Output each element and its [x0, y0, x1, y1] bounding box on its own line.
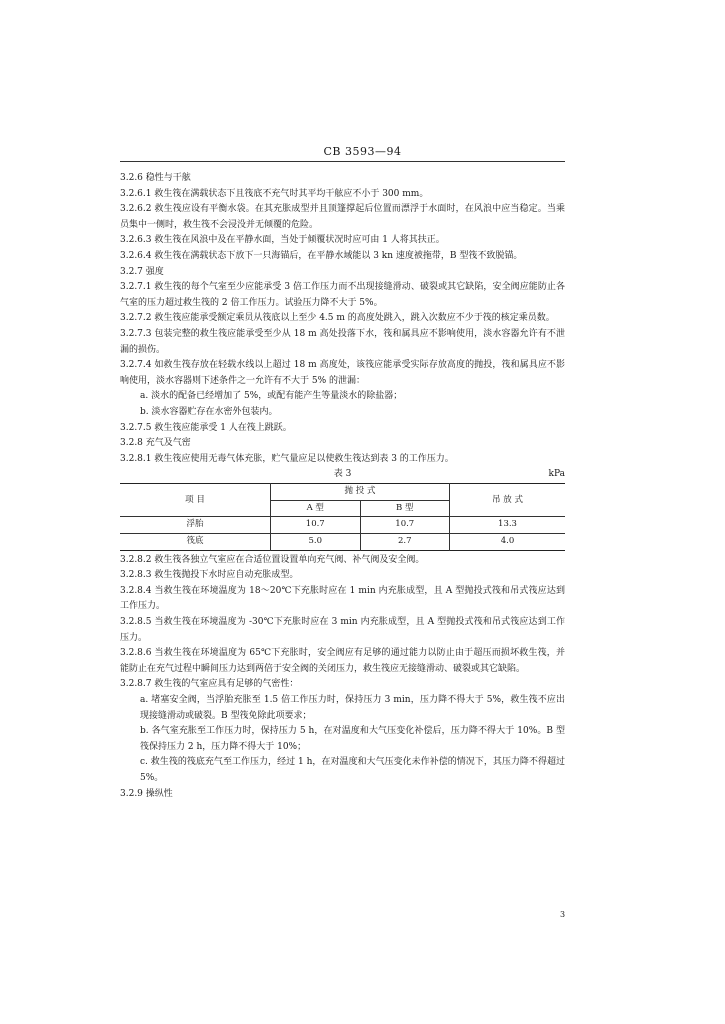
table-cell: 筏底 — [186, 536, 204, 547]
paragraph: 3.2.6.4 救生筏在满载状态下放下一只海锚后，在平静水域能以 3 kn 速度被拖带，B 型筏不致脱锚。 — [120, 250, 523, 261]
table-cell: 10.7 — [360, 517, 450, 534]
table-cell: 13.3 — [450, 517, 566, 534]
list-item: a. 淡水的配备已经增加了 5%，或配有能产生等量淡水的除盐器； — [140, 391, 403, 402]
table-header-item: 项 目 — [120, 484, 271, 517]
paragraph: 3.2.8.7 救生筏的气室应具有足够的气密性： — [120, 679, 299, 690]
page-number: 3 — [560, 910, 566, 919]
list-item: b. 各气室充胀至工作压力时，保持压力 5 h，在对温度和大气压变化补偿后，压力降不得大于 10%。B 型筏保持压力 2 h，压力降不得大于 10%； — [140, 726, 565, 752]
document-body — [120, 171, 565, 802]
list-item: b. 淡水容器贮存在水密外包装内。 — [140, 406, 278, 417]
table-cell: 5.0 — [271, 534, 361, 551]
paragraph: 3.2.8.2 救生筏各独立气室应在合适位置设置单向充气阀、补气阀及安全阀。 — [120, 554, 425, 565]
paragraph: 3.2.6.3 救生筏在风浪中及在平静水面，当处于倾覆状况时应可由 1 人将其扶正。 — [120, 235, 445, 246]
table-row — [120, 534, 565, 551]
table-cell: 2.7 — [360, 534, 450, 551]
paragraph: 3.2.6.2 救生筏应设有平衡水袋。在其充胀成型并且顶篷撑起后位置而漂浮于水面时，在风浪中应当稳定。当乘员集中一侧时，救生筏不会浸没并无倾覆的危险。 — [120, 204, 565, 230]
section-heading: 3.2.7 强度 — [120, 266, 164, 277]
table-cell: 浮胎 — [120, 517, 271, 534]
paragraph: 3.2.8.4 当救生筏在环境温度为 18～20℃下充胀时应在 1 min 内充胀成型，且 A 型抛投式筏和吊式筏应达到工作压力。 — [120, 585, 565, 612]
doc-code-header: CB 3593—94 — [323, 145, 402, 158]
table-caption: 表 3 — [333, 469, 352, 480]
section-heading: 3.2.9 操纵性 — [120, 788, 173, 799]
paragraph: 3.2.7.5 救生筏应能承受 1 人在筏上跳跃。 — [120, 422, 292, 433]
paragraph: 3.2.7.1 救生筏的每个气室至少应能承受 3 倍工作压力而不出现接缝滑动、破裂或其它缺陷，安全阀应能防止各气室的压力超过救生筏的 2 倍工作压力。试验压力降不大于 5%。 — [120, 282, 565, 308]
table-header-throw: 抛 投 式 — [271, 484, 450, 501]
table-cell: 10.7 — [271, 517, 361, 534]
list-item: c. 救生筏的筏底充气至工作压力，经过 1 h，在对温度和大气压变化未作补偿的情况下，其压力降不得超过 5%。 — [140, 757, 565, 783]
table-header-davit: 吊 放 式 — [450, 484, 566, 517]
table-cell: 4.0 — [450, 534, 566, 551]
paragraph: 3.2.8.1 救生筏应使用无毒气体充胀，贮气量应足以使救生筏达到表 3 的工作压力。 — [120, 453, 454, 464]
table-3 — [120, 483, 565, 550]
table-header-b: B 型 — [360, 500, 450, 517]
paragraph: 3.2.8.5 当救生筏在环境温度为 -30℃下充胀时应在 3 min 内充胀成型，且 A 型抛投式筏和吊式筏应达到工作压力。 — [120, 617, 565, 643]
list-item: a. 堵塞安全阀，当浮胎充胀至 1.5 倍工作压力时，保持压力 3 min，压力降不得大于 5%，救生筏不应出现接缝滑动或破裂。B 型筏免除此项要求； — [140, 695, 565, 721]
table-caption-row — [120, 467, 565, 483]
paragraph: 3.2.7.4 如救生筏存放在轻载水线以上超过 18 m 高度处，该筏应能承受实际存放高度的抛投，筏和属具应不影响使用，淡水容器则下述条件之一允许有不大于 5% 的泄漏： — [120, 360, 565, 386]
table-header-a: A 型 — [271, 500, 361, 517]
paragraph: 3.2.6.1 救生筏在满载状态下且筏底不充气时其平均干舷应不小于 300 mm。 — [120, 188, 429, 199]
paragraph: 3.2.7.3 包装完整的救生筏应能承受至少从 18 m 高处投落下水，筏和属具应不影响使用，淡水容器允许有不泄漏的损伤。 — [120, 328, 565, 355]
section-heading: 3.2.6 稳性与干舷 — [120, 173, 191, 183]
paragraph: 3.2.8.6 当救生筏在环境温度为 65℃下充胀时，安全阀应有足够的通过能力以防止由于超压而损坏救生筏，并能防止在充气过程中瞬间压力达到两倍于安全阀的关闭压力，救生筏应无接缝滑动、破裂或其它缺陷。 — [120, 648, 565, 674]
section-heading: 3.2.8 充气及气密 — [120, 438, 191, 449]
paragraph: 3.2.7.2 救生筏应能承受额定乘员从筏底以上至少 4.5 m 的高度处跳入，跳入次数应不少于筏的核定乘员数。 — [120, 313, 555, 324]
header-rule — [120, 161, 565, 162]
table-row — [120, 517, 565, 534]
table-unit: kPa — [548, 469, 565, 480]
paragraph: 3.2.8.3 救生筏抛投下水时应自动充胀成型。 — [120, 570, 299, 581]
